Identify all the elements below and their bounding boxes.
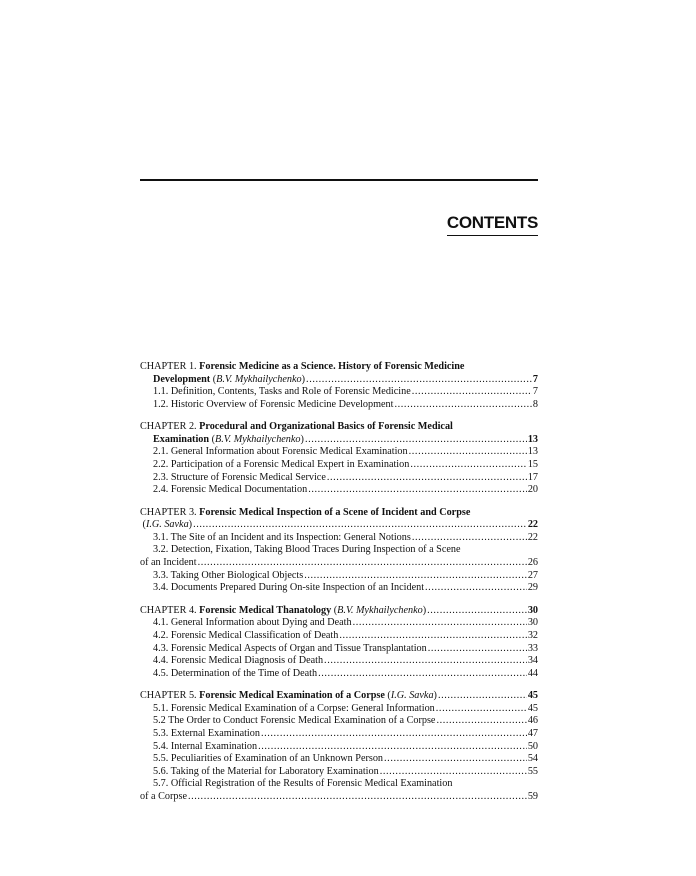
chapter-author: B.V. Mykhailychenko: [216, 373, 302, 385]
toc-section[interactable]: [140, 582, 538, 595]
section-page: 50: [527, 740, 538, 752]
dot-leader: [410, 459, 526, 472]
toc-chapter: [140, 605, 538, 680]
dot-leader: [380, 766, 527, 779]
section-page: 20: [527, 484, 538, 496]
chapter-label: CHAPTER 1.: [140, 361, 197, 372]
toc-section[interactable]: [140, 446, 538, 459]
toc-section[interactable]: [140, 715, 538, 728]
section-page: 59: [527, 790, 538, 802]
dot-leader: [327, 472, 527, 485]
toc-section[interactable]: [140, 791, 538, 804]
dot-leader: [409, 446, 527, 459]
chapter-label: CHAPTER 2.: [140, 421, 197, 433]
section-title-cont: of a Corpse: [140, 790, 187, 802]
section-title: 2.4. Forensic Medical Documentation: [153, 484, 308, 496]
section-title: 4.3. Forensic Medical Aspects of Organ and Tissue Transplantation: [153, 642, 427, 654]
toc-section[interactable]: [140, 703, 538, 716]
section-title: 5.3. External Examination: [153, 727, 260, 739]
toc-section[interactable]: [140, 570, 538, 583]
dot-leader: [384, 753, 527, 766]
toc-chapter-line[interactable]: [140, 507, 538, 520]
section-page: 54: [527, 753, 538, 765]
dot-leader: [304, 570, 527, 583]
dot-leader: [427, 605, 527, 618]
header-rule: [140, 179, 538, 181]
section-title: 1.2. Historic Overview of Forensic Medicine Development: [153, 398, 394, 410]
chapter-page: 30: [527, 604, 538, 616]
chapter-title: Forensic Medical Examination of a Corpse: [199, 690, 385, 702]
chapter-title: Procedural and Organizational Basics of Forensic Medical: [199, 421, 453, 433]
chapter-title: Forensic Medicine as a Science. History of Forensic Medicine: [199, 361, 465, 372]
toc-section[interactable]: [140, 617, 538, 630]
chapter-title-cont: Development: [153, 373, 211, 385]
page-title: CONTENTS: [447, 213, 538, 236]
section-title: 5.7. Official Registration of the Results of Forensic Medical Examination: [153, 778, 453, 790]
toc-chapter-line[interactable]: Examination ( B.V. Mykhailychenko ) ..... 13: [140, 434, 538, 447]
section-title: 2.2. Participation of a Forensic Medical Expert in Examination: [153, 459, 410, 471]
section-title: 3.1. The Site of an Incident and its Inspection: General Notions: [153, 531, 411, 543]
section-page: 26: [527, 557, 538, 569]
section-title: 5.4. Internal Examination: [153, 740, 258, 752]
section-title: 5.1. Forensic Medical Examination of a Corpse: General Information: [153, 702, 435, 714]
section-title-cont: of an Incident: [140, 557, 197, 569]
dot-leader: [306, 374, 532, 387]
dot-leader: [324, 655, 527, 668]
chapter-label: CHAPTER 3.: [140, 506, 197, 518]
chapter-page: 45: [527, 690, 538, 702]
dot-leader: [308, 484, 527, 497]
toc-chapter: [140, 507, 538, 595]
toc-chapter: [140, 690, 538, 803]
toc-section[interactable]: [140, 484, 538, 497]
toc-section[interactable]: [140, 630, 538, 643]
toc-section[interactable]: [140, 557, 538, 570]
dot-leader: [412, 386, 532, 399]
section-page: 32: [527, 629, 538, 641]
section-title: 4.4. Forensic Medical Diagnosis of Death: [153, 655, 324, 667]
toc-section[interactable]: [140, 778, 538, 791]
section-page: 46: [527, 715, 538, 727]
section-page: 44: [527, 667, 538, 679]
toc-section[interactable]: [140, 532, 538, 545]
dot-leader: [258, 741, 527, 754]
toc-chapter-line[interactable]: Development ( B.V. Mykhailychenko ) ..... 7: [140, 374, 538, 387]
dot-leader: [261, 728, 527, 741]
section-page: 22: [527, 531, 538, 543]
toc-chapter-line[interactable]: [140, 421, 538, 434]
dot-leader: [198, 557, 527, 570]
chapter-page: 22: [527, 519, 538, 531]
dot-leader: [436, 715, 526, 728]
section-page: 17: [527, 471, 538, 483]
toc-section[interactable]: [140, 753, 538, 766]
section-title: 2.1. General Information about Forensic Medical Examination: [153, 446, 408, 458]
toc-section[interactable]: [140, 472, 538, 485]
toc-section[interactable]: [140, 655, 538, 668]
section-page: 13: [527, 446, 538, 458]
section-page: 47: [527, 727, 538, 739]
dot-leader: [394, 399, 531, 412]
dot-leader: [193, 519, 527, 532]
chapter-author: I.G. Savka: [390, 690, 434, 702]
section-page: 7: [532, 386, 538, 398]
section-title: 3.3. Taking Other Biological Objects: [153, 569, 304, 581]
dot-leader: [318, 668, 527, 681]
chapter-author: B.V. Mykhailychenko: [215, 433, 301, 445]
dot-leader: [428, 643, 527, 656]
section-page: 30: [527, 617, 538, 629]
toc-chapter-line[interactable]: CHAPTER 5. Forensic Medical Examination of a Corpse ( I.G. Savka ) ..... 45: [140, 690, 538, 703]
section-page: 45: [527, 702, 538, 714]
toc-chapter: [140, 421, 538, 496]
dot-leader: [353, 617, 527, 630]
section-title: 3.4. Documents Prepared During On-site Inspection of an Incident: [153, 582, 425, 594]
toc-section[interactable]: [140, 643, 538, 656]
section-title: 5.2 The Order to Conduct Forensic Medical Examination of a Corpse: [153, 715, 436, 727]
dot-leader: [339, 630, 527, 643]
section-page: 33: [527, 642, 538, 654]
chapter-title: Forensic Medical Thanatology: [199, 604, 332, 616]
toc-section[interactable]: [140, 728, 538, 741]
chapter-label: CHAPTER 4.: [140, 604, 197, 616]
chapter-page: 7: [532, 373, 538, 385]
dot-leader: [425, 582, 527, 595]
chapter-author: B.V. Mykhailychenko: [337, 604, 423, 616]
toc-chapter: [140, 361, 538, 411]
section-page: 55: [527, 765, 538, 777]
section-title: 3.2. Detection, Fixation, Taking Blood Traces During Inspection of a Scene: [153, 544, 461, 556]
toc-chapter-line[interactable]: CHAPTER 4. Forensic Medical Thanatology ( B.V. Mykhailychenko ) ..... 30: [140, 605, 538, 618]
section-title: 4.5. Determination of the Time of Death: [153, 667, 318, 679]
dot-leader: [188, 791, 527, 804]
section-title: 5.5. Peculiarities of Examination of an Unknown Person: [153, 753, 384, 765]
dot-leader: [436, 703, 527, 716]
section-page: 15: [527, 459, 538, 471]
dot-leader: [412, 532, 527, 545]
dot-leader: [305, 434, 527, 447]
chapter-label: CHAPTER 5.: [140, 690, 197, 702]
toc-section[interactable]: [140, 668, 538, 681]
chapter-title-cont: Examination: [153, 433, 210, 445]
toc-section[interactable]: [140, 386, 538, 399]
section-title: 5.6. Taking of the Material for Laboratory Examination: [153, 765, 379, 777]
toc-chapter-line[interactable]: [140, 361, 538, 374]
toc-chapter-line[interactable]: ( I.G. Savka ) ..... 22: [140, 519, 538, 532]
toc-section[interactable]: [140, 459, 538, 472]
dot-leader: [438, 690, 527, 703]
chapter-author: I.G. Savka: [145, 519, 189, 531]
toc-section[interactable]: [140, 766, 538, 779]
table-of-contents: [140, 361, 538, 813]
section-page: 29: [527, 582, 538, 594]
section-title: 2.3. Structure of Forensic Medical Service: [153, 471, 326, 483]
toc-section[interactable]: [140, 399, 538, 412]
toc-section[interactable]: [140, 741, 538, 754]
section-title: 4.2. Forensic Medical Classification of Death: [153, 629, 339, 641]
section-page: 34: [527, 655, 538, 667]
section-page: 8: [532, 398, 538, 410]
section-title: 4.1. General Information about Dying and Death: [153, 617, 352, 629]
section-title: 1.1. Definition, Contents, Tasks and Role of Forensic Medicine: [153, 386, 411, 398]
toc-section[interactable]: [140, 544, 538, 557]
section-page: 27: [527, 569, 538, 581]
chapter-page: 13: [527, 433, 538, 445]
chapter-title: Forensic Medical Inspection of a Scene of Incident and Corpse: [199, 506, 471, 518]
